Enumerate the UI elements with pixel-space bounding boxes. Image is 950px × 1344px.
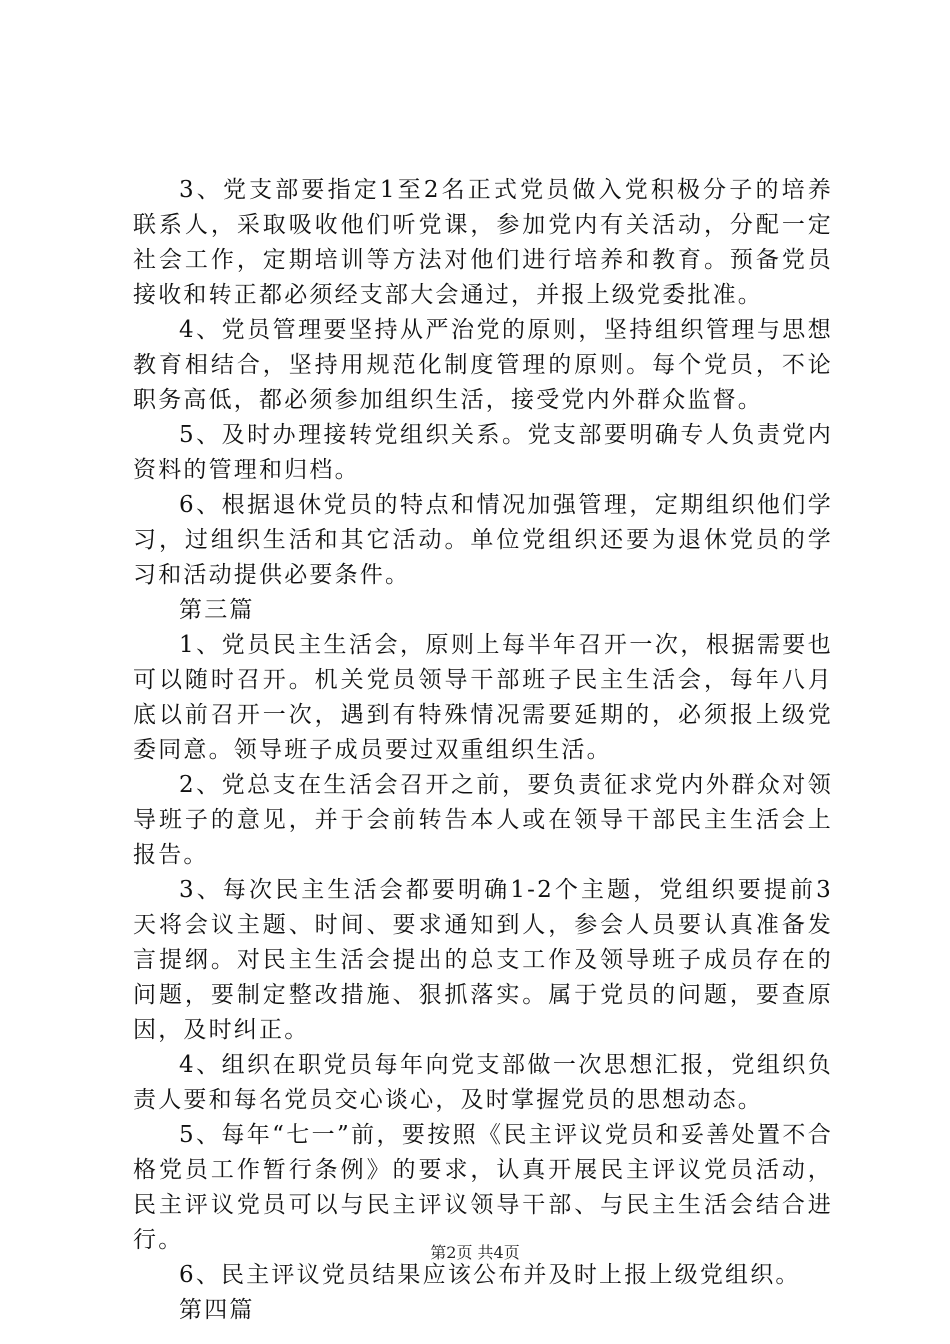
paragraph-4: 4、党员管理要坚持从严治党的原则，坚持组织管理与思想教育相结合，坚持用规范化制度管理的原则。每个党员，不论职务高低，都必须参加组织生活，接受党内外群众监督。 (133, 317, 833, 413)
section3-paragraph-6: 6、民主评议党员结果应该公布并及时上报上级党组织。 (179, 1262, 801, 1288)
paragraph-3: 3、党支部要指定1至2名正式党员做入党积极分子的培养联系人，采取吸收他们听党课，参加党内有关活动，分配一定社会工作，定期培训等方法对他们进行培养和教育。预备党员接收和转正都必须经支部大会通过，并报上级党委批准。 (133, 177, 833, 308)
section-heading-4: 第四篇 (179, 1297, 255, 1323)
document-body (133, 173, 833, 1328)
section3-paragraph-4: 4、组织在职党员每年向党支部做一次思想汇报，党组织负责人要和每名党员交心谈心，及时掌握党员的思想动态。 (133, 1052, 833, 1113)
section3-paragraph-1: 1、党员民主生活会，原则上每半年召开一次，根据需要也可以随时召开。机关党员领导干部班子民主生活会，每年八月底以前召开一次，遇到有特殊情况需要延期的，必须报上级党委同意。领导班子成员要过双重组织生活。 (133, 632, 833, 763)
paragraph-6: 6、根据退休党员的特点和情况加强管理，定期组织他们学习，过组织生活和其它活动。单位党组织还要为退休党员的学习和活动提供必要条件。 (133, 492, 833, 588)
section3-paragraph-2: 2、党总支在生活会召开之前，要负责征求党内外群众对领导班子的意见，并于会前转告本人或在领导干部民主生活会上报告。 (133, 772, 833, 868)
section-heading-3: 第三篇 (179, 597, 255, 623)
section3-paragraph-5: 5、每年“七一”前，要按照《民主评议党员和妥善处置不合格党员工作暂行条例》的要求，认真开展民主评议党员活动，民主评议党员可以与民主评议领导干部、与民主生活会结合进行。 (133, 1122, 833, 1253)
page-footer: 第2页 共4页 (430, 1243, 520, 1262)
section3-paragraph-3: 3、每次民主生活会都要明确1-2个主题，党组织要提前3天将会议主题、时间、要求通知到人，参会人员要认真准备发言提纲。对民主生活会提出的总支工作及领导班子成员存在的问题，要制定整改措施、狠抓落实。属于党员的问题，要查原因，及时纠正。 (133, 877, 833, 1043)
paragraph-5: 5、及时办理接转党组织关系。党支部要明确专人负责党内资料的管理和归档。 (133, 422, 833, 483)
